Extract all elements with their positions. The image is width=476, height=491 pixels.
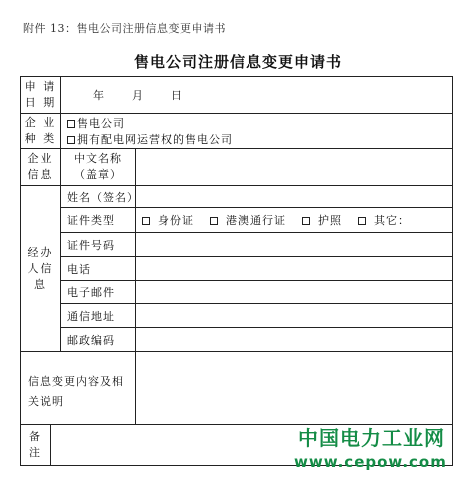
checkbox-icon[interactable]: [67, 120, 75, 128]
id-type-label: 证件类型: [60, 207, 136, 233]
email-field[interactable]: [135, 280, 453, 304]
id-number-label: 证件号码: [60, 232, 136, 257]
phone-field[interactable]: [135, 256, 453, 281]
id-option-other[interactable]: 其它：: [358, 212, 418, 228]
postcode-label: 邮政编码: [60, 327, 136, 352]
checkbox-icon[interactable]: [210, 217, 218, 225]
agent-name-label: 姓名（签名）: [60, 185, 136, 208]
date-label: 申 请 日 期: [20, 76, 61, 114]
change-description-label: 信息变更内容及相 关说明: [20, 351, 136, 425]
id-option-idcard[interactable]: 身份证: [142, 212, 202, 228]
date-field[interactable]: [60, 76, 453, 114]
attachment-caption: 附件 13：售电公司注册信息变更申请书: [23, 22, 226, 35]
company-type-option-1[interactable]: 售电公司: [67, 116, 452, 132]
date-value: 年 月 日: [93, 89, 183, 102]
id-type-options: [135, 207, 453, 233]
agent-info-label: 经办 人信 息: [20, 185, 61, 352]
id-option-hk-macau-pass[interactable]: 港澳通行证: [210, 212, 294, 228]
id-number-field[interactable]: [135, 232, 453, 257]
company-name-label: 中文名称 （盖章）: [60, 148, 136, 186]
remarks-label: 备 注: [20, 424, 51, 466]
company-type-option-2[interactable]: 拥有配电网运营权的售电公司: [67, 132, 452, 148]
email-label: 电子邮件: [60, 280, 136, 304]
checkbox-icon[interactable]: [302, 217, 310, 225]
address-field[interactable]: [135, 303, 453, 328]
checkbox-icon[interactable]: [358, 217, 366, 225]
watermark-url: www.cepow.com: [294, 453, 447, 471]
postcode-field[interactable]: [135, 327, 453, 352]
company-type-options: [60, 113, 453, 149]
form-title: 售电公司注册信息变更申请书: [133, 53, 342, 71]
checkbox-icon[interactable]: [67, 136, 75, 144]
checkbox-icon[interactable]: [142, 217, 150, 225]
agent-name-field[interactable]: [135, 185, 453, 208]
id-option-passport[interactable]: 护照: [302, 212, 350, 228]
change-description-field[interactable]: [135, 351, 453, 425]
address-label: 通信地址: [60, 303, 136, 328]
company-info-label: 企业 信息: [20, 148, 61, 186]
phone-label: 电话: [60, 256, 136, 281]
company-name-field[interactable]: [135, 148, 453, 186]
company-type-label: 企 业 种 类: [20, 113, 61, 149]
watermark-site-name: 中国电力工业网: [298, 426, 445, 450]
